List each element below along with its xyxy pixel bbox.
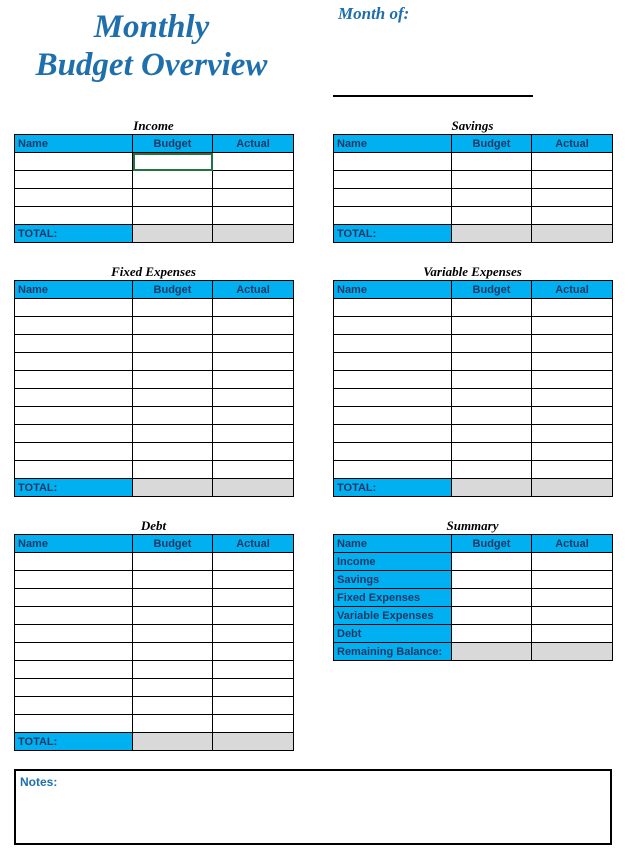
name-cell[interactable] — [15, 371, 133, 389]
table-header-row — [15, 281, 294, 299]
summary-row-label: Income — [334, 553, 452, 571]
name-cell[interactable] — [15, 389, 133, 407]
actual-cell[interactable] — [532, 189, 613, 207]
summary-row-label: Variable Expenses — [334, 607, 452, 625]
actual-cell[interactable] — [213, 389, 294, 407]
variable-expenses-section — [333, 264, 612, 497]
actual-cell[interactable] — [213, 207, 294, 225]
name-cell[interactable] — [334, 353, 452, 371]
table-row — [334, 207, 613, 225]
table-header-row — [15, 135, 294, 153]
budget-cell[interactable] — [133, 461, 213, 479]
total-actual-cell[interactable] — [532, 479, 613, 497]
debt-section — [14, 518, 293, 751]
name-cell[interactable] — [334, 299, 452, 317]
actual-cell[interactable] — [532, 389, 613, 407]
budget-cell[interactable] — [133, 207, 213, 225]
budget-cell[interactable] — [133, 571, 213, 589]
table-row — [15, 679, 294, 697]
column-header-name: Name — [334, 281, 452, 299]
total-label: TOTAL: — [15, 733, 133, 751]
summary-row — [334, 607, 613, 625]
budget-cell[interactable] — [452, 317, 532, 335]
table-row — [15, 317, 294, 335]
budget-cell[interactable] — [452, 407, 532, 425]
name-cell[interactable] — [15, 407, 133, 425]
name-cell[interactable] — [334, 461, 452, 479]
budget-cell[interactable] — [452, 153, 532, 171]
budget-cell[interactable] — [133, 389, 213, 407]
summary-row — [334, 589, 613, 607]
table-row — [15, 697, 294, 715]
name-cell[interactable] — [334, 317, 452, 335]
actual-cell[interactable] — [213, 461, 294, 479]
name-cell[interactable] — [15, 697, 133, 715]
notes-box[interactable] — [14, 769, 612, 845]
budget-cell[interactable] — [133, 189, 213, 207]
fixed-expenses-section — [14, 264, 293, 497]
table-row — [334, 189, 613, 207]
total-label: TOTAL: — [15, 225, 133, 243]
actual-cell[interactable] — [213, 353, 294, 371]
column-header-actual: Actual — [532, 135, 613, 153]
variable-title: Variable Expenses — [423, 264, 522, 279]
name-cell[interactable] — [334, 407, 452, 425]
name-cell[interactable] — [15, 317, 133, 335]
table-row — [15, 607, 294, 625]
notes-label: Notes: — [20, 775, 58, 789]
table-row — [15, 207, 294, 225]
name-cell[interactable] — [15, 335, 133, 353]
total-row — [15, 225, 294, 243]
name-cell[interactable] — [15, 299, 133, 317]
budget-cell[interactable] — [452, 189, 532, 207]
actual-cell[interactable] — [213, 661, 294, 679]
actual-cell[interactable] — [532, 371, 613, 389]
budget-cell[interactable] — [133, 715, 213, 733]
income-section — [14, 118, 293, 243]
table-header-row — [15, 535, 294, 553]
table-row — [334, 425, 613, 443]
actual-cell[interactable] — [532, 153, 613, 171]
table-row — [15, 715, 294, 733]
actual-cell[interactable] — [532, 317, 613, 335]
name-cell[interactable] — [15, 643, 133, 661]
savings-section — [333, 118, 612, 243]
table-header-row — [334, 535, 613, 553]
total-budget-cell[interactable] — [133, 225, 213, 243]
table-row — [15, 371, 294, 389]
column-header-budget: Budget — [133, 135, 213, 153]
table-row — [334, 389, 613, 407]
budget-cell[interactable] — [133, 679, 213, 697]
budget-cell[interactable] — [133, 553, 213, 571]
column-header-actual: Actual — [213, 135, 294, 153]
actual-cell[interactable] — [213, 443, 294, 461]
column-header-name: Name — [15, 135, 133, 153]
actual-cell[interactable] — [532, 407, 613, 425]
budget-cell[interactable] — [452, 371, 532, 389]
summary-row — [334, 625, 613, 643]
name-cell[interactable] — [15, 425, 133, 443]
name-cell[interactable] — [15, 607, 133, 625]
actual-cell[interactable] — [213, 643, 294, 661]
actual-cell[interactable] — [532, 589, 613, 607]
fixed-title: Fixed Expenses — [111, 264, 196, 279]
total-budget-cell[interactable] — [452, 225, 532, 243]
table-row — [15, 407, 294, 425]
actual-cell[interactable] — [213, 571, 294, 589]
name-cell[interactable] — [15, 443, 133, 461]
budget-cell[interactable] — [452, 553, 532, 571]
budget-cell[interactable] — [452, 299, 532, 317]
budget-cell[interactable] — [133, 697, 213, 715]
name-cell[interactable] — [334, 207, 452, 225]
table-row — [15, 553, 294, 571]
title-line-2: Budget Overview — [35, 47, 268, 83]
table-row — [15, 443, 294, 461]
savings-title: Savings — [451, 118, 494, 133]
budget-cell[interactable] — [133, 425, 213, 443]
column-header-budget: Budget — [133, 535, 213, 553]
name-cell[interactable] — [334, 171, 452, 189]
actual-cell[interactable] — [532, 607, 613, 625]
name-cell[interactable] — [334, 425, 452, 443]
budget-cell[interactable] — [452, 571, 532, 589]
table-row — [334, 171, 613, 189]
column-header-budget: Budget — [133, 281, 213, 299]
total-row — [334, 479, 613, 497]
column-header-actual: Actual — [213, 535, 294, 553]
column-header-actual: Actual — [532, 281, 613, 299]
total-row — [334, 225, 613, 243]
actual-cell[interactable] — [532, 299, 613, 317]
table-row — [15, 661, 294, 679]
name-cell[interactable] — [15, 571, 133, 589]
budget-cell[interactable] — [133, 625, 213, 643]
summary-row-label: Fixed Expenses — [334, 589, 452, 607]
column-header-name: Name — [334, 535, 452, 553]
actual-cell[interactable] — [213, 553, 294, 571]
total-actual-cell[interactable] — [532, 225, 613, 243]
budget-cell[interactable] — [133, 643, 213, 661]
actual-cell[interactable] — [213, 715, 294, 733]
budget-cell[interactable] — [133, 407, 213, 425]
total-budget-cell[interactable] — [133, 733, 213, 751]
actual-cell[interactable] — [213, 425, 294, 443]
table-row — [334, 353, 613, 371]
budget-cell[interactable] — [133, 607, 213, 625]
title-line-1: Monthly — [93, 9, 210, 45]
summary-row-label: Debt — [334, 625, 452, 643]
summary-row — [334, 553, 613, 571]
table-row — [15, 389, 294, 407]
actual-cell[interactable] — [532, 625, 613, 643]
name-cell[interactable] — [334, 443, 452, 461]
summary-title: Summary — [446, 518, 499, 533]
budget-cell[interactable] — [452, 461, 532, 479]
column-header-name: Name — [15, 281, 133, 299]
table-row — [15, 425, 294, 443]
table-row — [15, 461, 294, 479]
table-row — [15, 589, 294, 607]
remaining-actual-cell[interactable] — [532, 643, 613, 661]
column-header-actual: Actual — [532, 535, 613, 553]
budget-cell[interactable] — [452, 353, 532, 371]
actual-cell[interactable] — [532, 461, 613, 479]
budget-cell[interactable] — [452, 607, 532, 625]
name-cell[interactable] — [15, 553, 133, 571]
table-row — [15, 643, 294, 661]
debt-table — [14, 534, 294, 751]
table-row — [334, 371, 613, 389]
name-cell[interactable] — [15, 353, 133, 371]
table-row — [15, 625, 294, 643]
actual-cell[interactable] — [213, 697, 294, 715]
actual-cell[interactable] — [213, 335, 294, 353]
total-label: TOTAL: — [334, 225, 452, 243]
column-header-actual: Actual — [213, 281, 294, 299]
name-cell[interactable] — [334, 153, 452, 171]
budget-cell[interactable] — [133, 589, 213, 607]
remaining-budget-cell[interactable] — [452, 643, 532, 661]
budget-cell[interactable] — [133, 335, 213, 353]
budget-cell[interactable] — [133, 661, 213, 679]
name-cell[interactable] — [15, 625, 133, 643]
debt-title: Debt — [140, 518, 167, 533]
table-row — [15, 171, 294, 189]
actual-cell[interactable] — [213, 153, 294, 171]
total-row — [15, 479, 294, 497]
budget-cell[interactable] — [133, 353, 213, 371]
actual-cell[interactable] — [532, 553, 613, 571]
budget-cell[interactable] — [133, 153, 213, 171]
column-header-budget: Budget — [452, 135, 532, 153]
budget-cell[interactable] — [452, 443, 532, 461]
name-cell[interactable] — [15, 589, 133, 607]
table-row — [334, 335, 613, 353]
table-row — [334, 153, 613, 171]
actual-cell[interactable] — [532, 443, 613, 461]
total-budget-cell[interactable] — [133, 479, 213, 497]
column-header-name: Name — [334, 135, 452, 153]
table-row — [15, 353, 294, 371]
total-row — [15, 733, 294, 751]
fixed-table — [14, 280, 294, 497]
actual-cell[interactable] — [213, 189, 294, 207]
budget-cell[interactable] — [452, 207, 532, 225]
total-label: TOTAL: — [15, 479, 133, 497]
table-row — [15, 299, 294, 317]
name-cell[interactable] — [334, 371, 452, 389]
page-title — [14, 8, 289, 84]
actual-cell[interactable] — [213, 589, 294, 607]
table-row — [334, 317, 613, 335]
budget-cell[interactable] — [133, 371, 213, 389]
summary-section — [333, 518, 612, 661]
actual-cell[interactable] — [213, 407, 294, 425]
budget-cell[interactable] — [452, 589, 532, 607]
table-row — [334, 461, 613, 479]
table-header-row — [334, 281, 613, 299]
table-header-row — [334, 135, 613, 153]
total-actual-cell[interactable] — [213, 225, 294, 243]
actual-cell[interactable] — [213, 625, 294, 643]
total-actual-cell[interactable] — [213, 733, 294, 751]
actual-cell[interactable] — [213, 299, 294, 317]
actual-cell[interactable] — [213, 679, 294, 697]
name-cell[interactable] — [15, 661, 133, 679]
budget-cell[interactable] — [452, 335, 532, 353]
budget-cell[interactable] — [133, 443, 213, 461]
total-budget-cell[interactable] — [452, 479, 532, 497]
income-title: Income — [133, 118, 174, 133]
actual-cell[interactable] — [213, 607, 294, 625]
savings-table — [333, 134, 613, 243]
budget-cell[interactable] — [133, 299, 213, 317]
column-header-name: Name — [15, 535, 133, 553]
table-row — [334, 407, 613, 425]
actual-cell[interactable] — [532, 335, 613, 353]
name-cell[interactable] — [15, 207, 133, 225]
table-row — [334, 299, 613, 317]
remaining-balance-row — [334, 643, 613, 661]
name-cell[interactable] — [15, 679, 133, 697]
table-row — [15, 189, 294, 207]
name-cell[interactable] — [15, 715, 133, 733]
month-of-label: Month of: — [338, 4, 410, 23]
name-cell[interactable] — [334, 335, 452, 353]
name-cell[interactable] — [15, 171, 133, 189]
remaining-balance-label: Remaining Balance: — [334, 643, 452, 661]
table-row — [15, 335, 294, 353]
month-input-line[interactable] — [333, 95, 533, 97]
total-label: TOTAL: — [334, 479, 452, 497]
variable-table — [333, 280, 613, 497]
budget-cell[interactable] — [452, 425, 532, 443]
actual-cell[interactable] — [213, 371, 294, 389]
budget-cell[interactable] — [133, 171, 213, 189]
table-row — [15, 571, 294, 589]
table-row — [334, 443, 613, 461]
column-header-budget: Budget — [452, 535, 532, 553]
budget-cell[interactable] — [452, 389, 532, 407]
actual-cell[interactable] — [213, 171, 294, 189]
actual-cell[interactable] — [532, 353, 613, 371]
total-actual-cell[interactable] — [213, 479, 294, 497]
budget-cell[interactable] — [452, 625, 532, 643]
summary-row — [334, 571, 613, 589]
name-cell[interactable] — [15, 461, 133, 479]
name-cell[interactable] — [334, 389, 452, 407]
summary-row-label: Savings — [334, 571, 452, 589]
income-table — [14, 134, 294, 243]
column-header-budget: Budget — [452, 281, 532, 299]
actual-cell[interactable] — [532, 207, 613, 225]
actual-cell[interactable] — [213, 317, 294, 335]
name-cell[interactable] — [15, 189, 133, 207]
budget-cell[interactable] — [452, 171, 532, 189]
budget-cell[interactable] — [133, 317, 213, 335]
actual-cell[interactable] — [532, 171, 613, 189]
name-cell[interactable] — [15, 153, 133, 171]
name-cell[interactable] — [334, 189, 452, 207]
actual-cell[interactable] — [532, 425, 613, 443]
table-row — [15, 153, 294, 171]
actual-cell[interactable] — [532, 571, 613, 589]
summary-table — [333, 534, 613, 661]
